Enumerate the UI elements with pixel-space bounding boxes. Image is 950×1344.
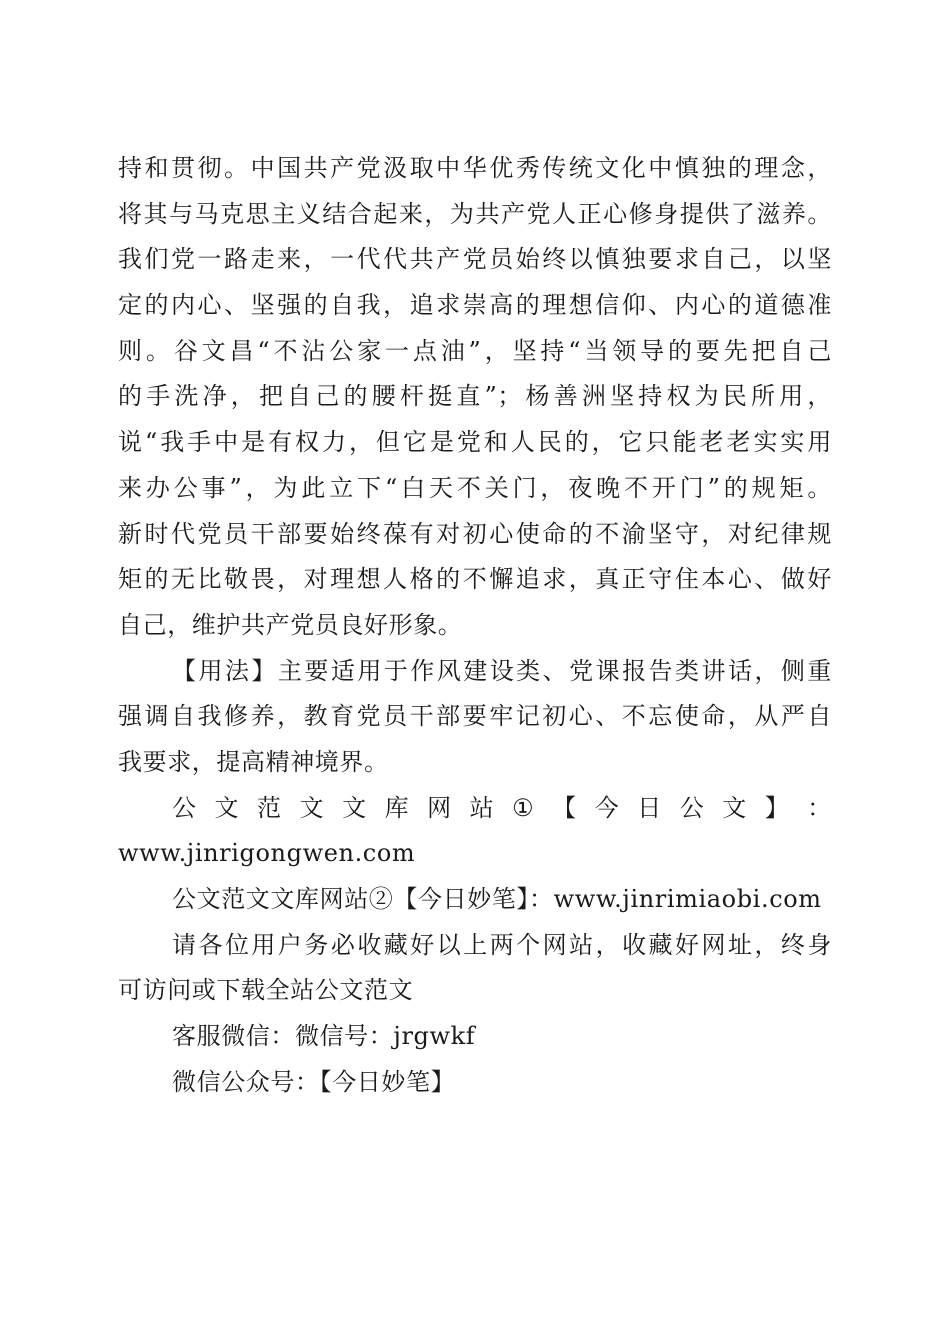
site1-title-line xyxy=(118,786,832,832)
site1-char: ： xyxy=(807,793,832,822)
site1-char: 库 xyxy=(384,793,410,822)
paragraph-line: 来办公事”，为此立下“白天不关门，夜晚不开门”的规矩。 xyxy=(118,473,832,502)
site1-char: 公 xyxy=(172,793,197,822)
site1-char: ① xyxy=(512,793,535,822)
paragraph-line: 自己，维护共产党员良好形象。 xyxy=(118,610,463,639)
wechat-official-account: 微信公众号：【今日妙笔】 xyxy=(172,1067,456,1096)
paragraph-line: 我们党一路走来，一代代共产党员始终以慎独要求自己，以坚 xyxy=(118,245,832,274)
paragraph-line: 的手洗净，把自己的腰杆挺直”；杨善洲坚持权为民所用， xyxy=(118,382,832,411)
paragraph-line: 则。谷文昌“不沾公家一点油”，坚持“当领导的要先把自己 xyxy=(118,336,832,365)
site1-char: 日 xyxy=(637,793,662,822)
site1-char: 网 xyxy=(427,793,452,822)
usage-line: 我要求，提高精神境界。 xyxy=(118,747,389,776)
site1-char: 【 xyxy=(552,793,577,822)
site1-char: 站 xyxy=(469,793,495,822)
wechat-service: 客服微信：微信号：jrgwkf xyxy=(172,1022,476,1051)
site2-line[interactable]: 公文范文文库网站②【今日妙笔】：www.jinrimiaobi.com xyxy=(172,885,822,913)
usage-line: 强调自我修养，教育党员干部要牢记初心、不忘使命，从严自 xyxy=(118,702,832,731)
site1-char: 文 xyxy=(214,793,240,822)
site1-char: 文 xyxy=(342,793,367,822)
site1-char: 范 xyxy=(257,793,282,822)
document-body xyxy=(118,146,832,1105)
notice-line: 可访问或下载全站公文范文 xyxy=(118,976,414,1005)
paragraph-line: 持和贯彻。中国共产党汲取中华优秀传统文化中慎独的理念， xyxy=(118,154,832,182)
usage-line: 【用法】主要适用于作风建设类、党课报告类讲话，侧重 xyxy=(172,656,832,685)
site1-char: 今 xyxy=(594,793,620,822)
paragraph-line: 说“我手中是有权力，但它是党和人民的，它只能老老实实用 xyxy=(118,428,832,457)
site1-char: 文 xyxy=(299,793,325,822)
paragraph-line: 矩的无比敬畏，对理想人格的不懈追求，真正守住本心、做好 xyxy=(118,565,832,594)
site1-url[interactable]: www.jinrigongwen.com xyxy=(118,839,416,868)
site1-char: 】 xyxy=(764,793,790,822)
notice-line: 请各位用户务必收藏好以上两个网站，收藏好网址，终身 xyxy=(172,930,832,959)
paragraph-line: 将其与马克思主义结合起来，为共产党人正心修身提供了滋养。 xyxy=(118,199,832,228)
paragraph-line: 新时代党员干部要始终葆有对初心使命的不渝坚守，对纪律规 xyxy=(118,519,832,548)
paragraph-line: 定的内心、坚强的自我，追求崇高的理想信仰、内心的道德准 xyxy=(118,291,832,320)
site1-char: 公 xyxy=(679,793,705,822)
site1-char: 文 xyxy=(722,793,747,822)
